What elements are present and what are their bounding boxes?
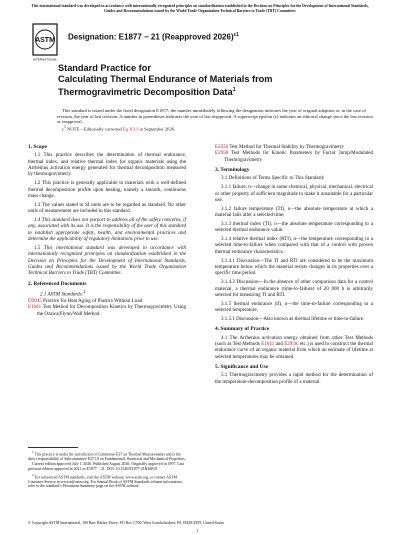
editorial-note-text-b: in September 2026. [138, 126, 176, 132]
reference-title: Test Method for Thermal Stability by Thermogravimetry [229, 144, 345, 150]
section-4-1-text-a: 4.1 The Arrhenius activation energy obtained from other Test Methods (such as Test Methods [215, 334, 373, 347]
astm-standards-footnote-ref: 2 [83, 288, 86, 294]
copyright-line: © Copyright ASTM International, 100 Barr Harbor Drive, PO Box C700, West Conshohocken, PA 19428-2959. United States [28, 521, 224, 525]
reference-link-e1641[interactable]: E1641 [261, 340, 275, 347]
title-line-3 [58, 85, 358, 98]
footnotes [28, 450, 186, 490]
reference-title: Test Methods for Kinetic Parameters by Factor Jump/Modulated Thermogravimetry [224, 150, 373, 163]
footnote-1: $^1$ This practice is under the jurisdiction of Committee E37 on Thermal Measurements and is the direct responsibility of Subcommittee E37.10 on Fundamental, Statistical and Mechanical Properties. [28, 450, 186, 461]
section-1-5: 1.5 This international standard was developed in accordance with internationally recognized principles on standardization established in the Decision on Principles for the Development of International Standards, Guides and Recommendations issued by the World Trade Organization Technical Barriers to Trade (TBT) Committee. [28, 244, 186, 277]
footnote-1-text: This practice is under the jurisdiction of Committee E37 on Thermal Measurements and is the direct responsibility of Subcommittee E37.10 on Fundamental, Statistical and Mechanical Properties. [28, 452, 186, 461]
tbt-notice: This international standard was developed in accordance with internationally recognized principles on standardization established in the Decision on Principles for the Development of International Standards, Guides and Recommendations issued by the World Trade Organization Technical Barriers to Trade (TBT) Committee. [31, 4, 369, 13]
section-3-1-4: 3.1.4 relative thermal index (RTI), n—the temperature corresponding to a selected time-to-failure when compared with that of a control with proven thermal endurance characteristics. [215, 236, 373, 255]
left-column [28, 144, 186, 317]
section-3-1-5: 3.1.5 thermal endurance (tf), n—the time-to-failure corresponding to a selected temperature. [215, 300, 373, 314]
reference-link[interactable]: D3045 [28, 297, 42, 304]
footnote-1-edition: Current edition approved July 1, 2026. Published August 2026. Originally approved in 1997. Last previous edition approved in 2021 as E1877 − 21. DOI: 10.1520/E1877-21R26E01 [28, 462, 185, 472]
reference-link[interactable]: E1641 [28, 304, 42, 311]
page-number: 1 [196, 528, 199, 533]
reference-item [28, 304, 186, 317]
reference-link[interactable]: E2550 [215, 144, 229, 150]
referenced-documents-heading: 2. Referenced Documents [28, 280, 87, 287]
designation [68, 32, 239, 42]
section-3-1-1: 3.1.1 failure, n—change in some chemical, physical, mechanical, electrical or other property of sufficient magnitude to make it unsuitable for a particular use. [215, 184, 373, 203]
section-1-3: 1.3 The values stated in SI units are to be regarded as standard. No other units of measurement are included in this standard. [28, 201, 186, 215]
section-1-1: 1.1 This practice describes the determination of thermal endurance, thermal index, and relative thermal index for organic materials using the Arrhenius activation energy generated for thermal decomposition measured by thermogravimetry. [28, 152, 186, 178]
section-3-1-3: 3.1.3 thermal index (TI), n—the absolute temperature corresponding to a selected thermal endurance value. [215, 220, 373, 234]
title-line-3-text: Thermogravimetric Decomposition Data [58, 87, 233, 98]
logo-subtext: INTERNATIONAL [32, 57, 58, 62]
designation-label: Designation: E1877 − 21 (Reapproved 2026) [68, 32, 234, 42]
section-4-1-and: and [274, 340, 285, 347]
right-column [215, 144, 373, 388]
document-title [58, 63, 358, 98]
section-5-1: 5.1 Thermogravimetry provides a rapid method for the determination of the temperature-decomposition profile of a material. [215, 372, 373, 385]
designation-epsilon: ε1 [233, 32, 239, 38]
reference-link-e2958[interactable]: E2958 [284, 340, 298, 347]
section-3-1-2: 3.1.2 failure temperature (Tf), n—the absolute temperature at which a material fails after a selected time. [215, 205, 373, 219]
section-3-1-4-1: 3.1.4.1 Discussion—The TI and RTI are considered to be the maximum temperature below which the material resists changes in its properties over a specific time period. [215, 257, 373, 277]
editorial-equation-link[interactable]: Eq X3.1 [122, 126, 139, 132]
designation-explanation: This standard is issued under the fixed designation E1877; the number immediately following the designation indicates the year of original adoption or, in the case of revision, the year of last revision. A number in parentheses indicates the year of last reapproval. A superscript epsilon (ε) indicates an editorial change since the last revision or reapproval. [57, 108, 373, 125]
editorial-note-text-a: NOTE—Editorially corrected [65, 126, 123, 132]
section-4-1 [215, 335, 373, 360]
scope-heading: 1. Scope [28, 144, 47, 150]
editorial-epsilon: ε [62, 126, 64, 132]
astm-logo [30, 23, 60, 63]
title-line-1: Standard Practice for [58, 63, 151, 73]
logo-text: ASTM [35, 37, 55, 44]
footnote-2: $^2$ For referenced ASTM standards, visit the ASTM website, www.astm.org, or contact ASTM Customer Service at service@astm.org. For Annual Book of ASTM Standards volume information, refer to the standard’s Document Summary page on the ASTM website. [28, 472, 183, 489]
reference-title: Practice for Heat Aging of Plastics Without Load [43, 297, 143, 304]
significance-heading: 5. Significance and Use [215, 363, 269, 370]
footnote-2-text: For referenced ASTM standards, visit the ASTM website, www.astm.org, or contact ASTM Customer Service at service@astm.org. For Annual Book of ASTM Standards volume information, refer to the standard’s Document Summary page on the ASTM website. [28, 474, 183, 489]
reference-item [215, 150, 373, 163]
section-1-4: 1.4 This standard does not purport to address all of the safety concerns, if any, associated with its use. It is the responsibility of the user of this standard to establish appropriate safety, health, and environmental practices and determine the applicability of regulatory limitations prior to use. [28, 216, 186, 242]
summary-heading: 4. Summary of Practice [215, 326, 270, 333]
terminology-heading: 3. Terminology [215, 167, 250, 174]
standard-designation-note [57, 108, 373, 133]
astm-standards-label [28, 289, 186, 298]
title-line-2: Calculating Thermal Endurance of Materials from [58, 74, 273, 84]
footnote-divider [28, 447, 78, 448]
section-1-2: 1.2 This practice is generally applicable to materials with a well-defined thermal decomposition profile upon heating, namely a smooth, continuous mass change. [28, 180, 186, 199]
astm-standards-text: 2.1 ASTM Standards: [40, 291, 84, 298]
editorial-note [57, 125, 373, 132]
section-3-1-4-2: 3.1.4.2 Discussion—In the absence of other comparison data for a control material, a thermal endurance (time-to-failure) of 20 000 h is arbitrarily selected for measuring TI and RTI. [215, 279, 373, 298]
section-3-1-5-1: 3.1.5.1 Discussion—Also known as thermal lifetime or time-to-failure. [221, 315, 365, 322]
section-4-1-text-b: , etc.) is used to construct the thermal endurance curve of an organic material from which an estimate of lifetime at selected temperatures may be obtained. [215, 340, 374, 360]
reference-title: Test Method for Decomposition Kinetics by Thermogravimetry Using the Ozawa/Flynn/Wall Method [37, 304, 186, 317]
editorial-epsilon-sup: 1 [63, 125, 66, 130]
reference-link[interactable]: E2958 [215, 150, 229, 157]
section-3-1: 3.1 Definitions of Terms Specific to This Standard: [221, 175, 325, 182]
title-footnote-ref: 1 [232, 87, 236, 93]
